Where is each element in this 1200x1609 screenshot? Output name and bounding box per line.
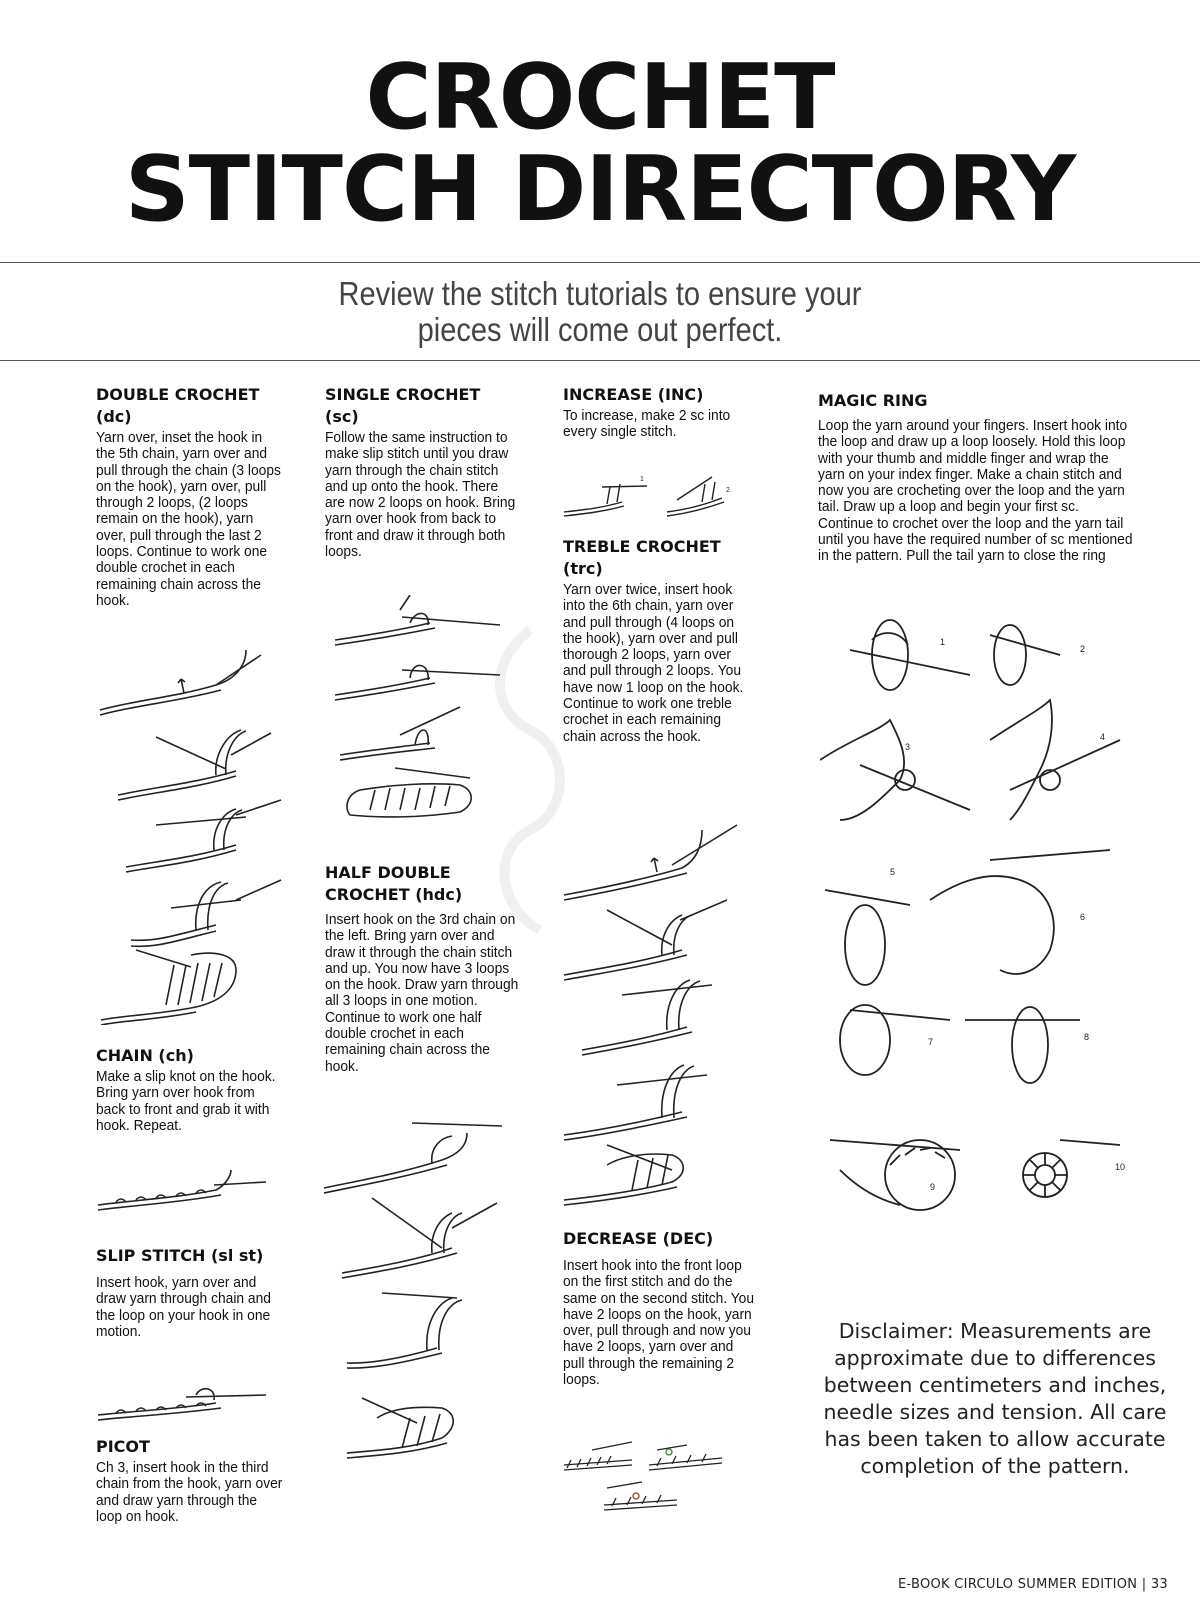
magic-ring-step-5 — [825, 867, 910, 985]
trc-step-5 — [564, 1145, 683, 1205]
magic-ring-step-8 — [965, 1007, 1089, 1083]
dc-step-2 — [118, 730, 271, 800]
body-double-crochet: Yarn over, inset the hook in the 5th chain, yarn over and pull through the chain (3 loops on the hook), yarn over, pull through 2 loops, (2 loops remain on the hook), yarn over, pull through the last 2 loops. Continue to work one double crochet in each remaining chain across the hook. — [96, 429, 281, 609]
hdc-step-2 — [342, 1198, 497, 1278]
treble-crochet-illustration — [562, 820, 752, 1210]
body-magic-ring: Loop the yarn around your fingers. Insert hook into the loop and draw up a loop loosely. Hold this loop with your thumb and middle finger and wrap the yarn on your index finger. Make a chain stitch and now you are crocheting over the loop and the yarn tail. Draw up a loop and begin your first sc. Continue to crochet over the loop and the yarn tail until you have the required number of sc mentioned in the pattern. Pull the tail yarn to close the ring — [818, 417, 1133, 565]
heading-magic-ring: MAGIC RING — [818, 391, 928, 410]
heading-slip-stitch: SLIP STITCH (sl st) — [96, 1246, 264, 1265]
magic-ring-step-6-label: 6 — [1080, 912, 1086, 922]
body-half-double-crochet: Insert hook on the 3rd chain on the left. Bring yarn over and draw it through the chain stitch and up. You now have 3 loops on the hook. Draw yarn through all 3 loops in one motion. Continue to work one half double crochet in each remaining chain across the hook. — [325, 911, 519, 1075]
single-crochet-illustration — [330, 595, 510, 835]
heading-treble-crochet: TREBLE CROCHET — [563, 537, 721, 556]
increase-illustration — [562, 472, 742, 522]
dec-step-1 — [564, 1442, 632, 1470]
heading-treble-crochet-abbr: (trc) — [563, 559, 603, 578]
slip-stitch-illustration — [96, 1375, 276, 1425]
heading-picot: PICOT — [96, 1437, 150, 1456]
body-increase: To increase, make 2 sc into every single stitch. — [563, 407, 731, 441]
magic-ring-step-1-label: 1 — [940, 637, 946, 647]
trc-step-1 — [564, 825, 737, 900]
sc-step-3 — [340, 707, 460, 760]
sc-step-2 — [335, 665, 500, 700]
heading-chain: CHAIN (ch) — [96, 1046, 194, 1065]
magic-ring-step-9-label: 9 — [930, 1182, 936, 1192]
subtitle-line-1: Review the stitch tutorials to ensure your — [338, 275, 862, 312]
trc-step-2 — [564, 900, 727, 980]
magic-ring-step-3 — [820, 720, 970, 820]
magic-ring-step-10-label: 10 — [1115, 1162, 1126, 1172]
disclaimer-text: Disclaimer: Measurements are approximate due to differences between centimeters and inches, needle sizes and tension. All care has been taken to allow accurate completion of the pattern. — [823, 1319, 1167, 1478]
section-decrease — [563, 1228, 758, 1388]
page-subtitle — [72, 276, 1128, 348]
section-half-double-crochet — [325, 862, 520, 1075]
dec-step-2 — [649, 1445, 722, 1470]
sc-step-4 — [347, 768, 471, 817]
heading-half-double-crochet: HALF DOUBLE — [325, 863, 451, 882]
heading-decrease: DECREASE (DEC) — [563, 1229, 714, 1248]
body-treble-crochet: Yarn over twice, insert hook into the 6th chain, yarn over and pull through (4 loops on the hook), yarn over and pull thorough 2 loops, yarn over and pull through 2 loops. You have now 1 loop on the hook. Continue to work one treble crochet in each remaining chain across the hook. — [563, 581, 744, 745]
dc-step-4 — [131, 880, 281, 946]
section-slip-stitch — [96, 1245, 286, 1340]
magic-ring-step-7-label: 7 — [928, 1037, 934, 1047]
magic-ring-step-2-label: 2 — [1080, 644, 1086, 654]
magic-ring-step-8-label: 8 — [1084, 1032, 1090, 1042]
magic-ring-step-9 — [830, 1140, 960, 1210]
heading-half-double-crochet-2: CROCHET (hdc) — [325, 885, 463, 904]
heading-double-crochet: DOUBLE CROCHET — [96, 385, 260, 404]
section-magic-ring — [818, 390, 1138, 565]
page-footer: E-BOOK CIRCULO SUMMER EDITION | 33 — [897, 1577, 1168, 1592]
trc-step-3 — [582, 980, 712, 1055]
heading-increase: INCREASE (INC) — [563, 385, 704, 404]
dc-step-5 — [101, 950, 236, 1025]
chain-illustration — [96, 1160, 276, 1215]
magic-ring-step-6 — [930, 850, 1110, 974]
section-picot — [96, 1436, 286, 1525]
section-treble-crochet — [563, 536, 758, 745]
title-line-1: CROCHET — [365, 45, 835, 150]
increase-step-1-label: 1 — [640, 476, 644, 483]
body-decrease: Insert hook into the front loop on the first stitch and do the same on the second stitch. You have 2 loops on the hook, yarn over, pull through and now you have 2 loops, yarn over and pull through the remaining 2 loops. — [563, 1257, 755, 1389]
hdc-step-1 — [324, 1123, 502, 1193]
dec-step-3 — [604, 1482, 677, 1510]
subtitle-line-2: pieces will come out perfect. — [417, 311, 783, 348]
heading-single-crochet: SINGLE CROCHET — [325, 385, 481, 404]
decrease-illustration — [562, 1440, 732, 1515]
section-single-crochet — [325, 384, 520, 560]
body-slip-stitch: Insert hook, yarn over and draw yarn through chain and the loop on your hook in one motion. — [96, 1274, 271, 1340]
trc-step-4 — [564, 1065, 707, 1140]
magic-ring-step-3-label: 3 — [905, 742, 911, 752]
double-crochet-illustration — [96, 645, 286, 1025]
magic-ring-step-1 — [850, 620, 970, 690]
magic-ring-step-5-label: 5 — [890, 867, 896, 877]
body-chain: Make a slip knot on the hook. Bring yarn over hook from back to front and grab it with hook. Repeat. — [96, 1068, 276, 1134]
section-double-crochet — [96, 384, 286, 609]
body-picot: Ch 3, insert hook in the third chain from the hook, yarn over and draw yarn through the loop on hook. — [96, 1459, 283, 1525]
magic-ring-step-2 — [990, 625, 1085, 685]
half-double-crochet-illustration — [322, 1118, 512, 1478]
hdc-step-3 — [347, 1293, 462, 1368]
section-chain — [96, 1045, 286, 1134]
sc-step-1 — [335, 595, 500, 645]
magic-ring-illustration — [820, 610, 1150, 1290]
divider-top — [0, 262, 1200, 263]
divider-bottom — [0, 360, 1200, 361]
magic-ring-step-7 — [840, 1005, 950, 1075]
magic-ring-step-10 — [1023, 1140, 1125, 1197]
heading-double-crochet-abbr: (dc) — [96, 407, 132, 426]
magic-ring-step-4 — [990, 700, 1120, 820]
hdc-step-4 — [347, 1398, 453, 1458]
increase-step-2-label: 2 — [726, 487, 730, 494]
body-single-crochet: Follow the same instruction to make slip stitch until you draw yarn through the chain stitch and up onto the hook. There are now 2 loops on hook. Bring yarn over hook from back to front and draw it through both loops. — [325, 429, 516, 561]
heading-single-crochet-abbr: (sc) — [325, 407, 359, 426]
title-line-2: STITCH DIRECTORY — [124, 137, 1076, 242]
dc-step-1 — [100, 650, 261, 715]
magic-ring-step-4-label: 4 — [1100, 732, 1106, 742]
section-increase — [563, 384, 758, 441]
dc-step-3 — [126, 800, 281, 872]
page-title — [0, 45, 1200, 242]
